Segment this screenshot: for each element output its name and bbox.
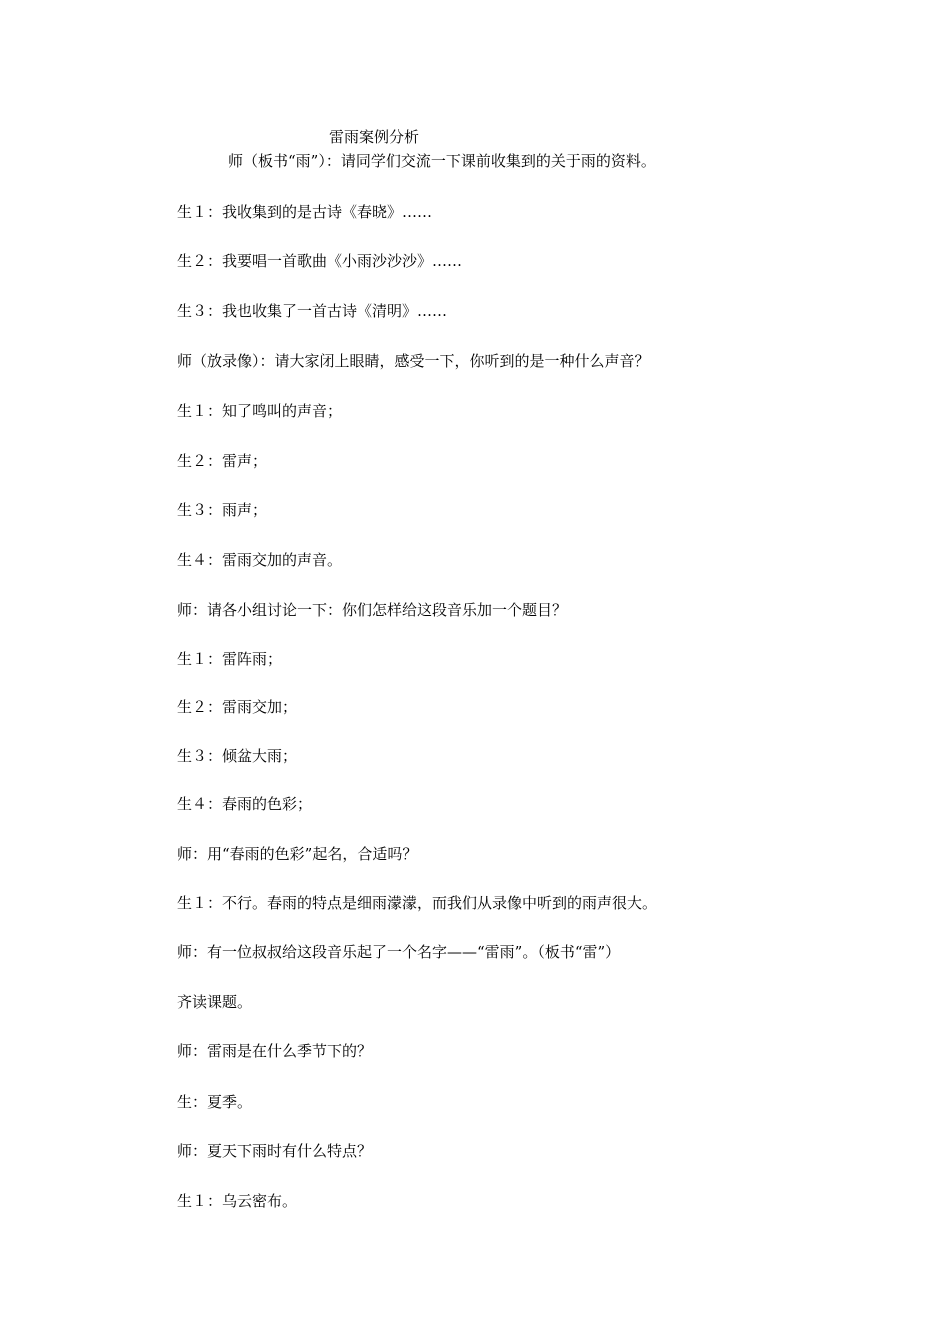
dialogue-line: 生２：我要唱一首歌曲《小雨沙沙沙》…… — [177, 252, 463, 270]
dialogue-line: 生３：倾盆大雨； — [177, 747, 298, 765]
dialogue-line: 生４：春雨的色彩； — [177, 795, 313, 813]
dialogue-line: 师：请各小组讨论一下：你们怎样给这段音乐加一个题目？ — [177, 601, 568, 619]
document-title: 雷雨案例分析 — [329, 128, 420, 146]
dialogue-line: 生：夏季。 — [177, 1093, 253, 1111]
dialogue-line: 齐读课题。 — [177, 993, 253, 1011]
dialogue-line: 生１：雷阵雨； — [177, 650, 283, 668]
dialogue-line: 生２：雷声； — [177, 452, 268, 470]
dialogue-line: 生１：知了鸣叫的声音； — [177, 402, 343, 420]
dialogue-line: 生４：雷雨交加的声音。 — [177, 551, 343, 569]
dialogue-line: 生３：雨声； — [177, 501, 268, 519]
dialogue-line: 生２：雷雨交加； — [177, 698, 298, 716]
dialogue-line: 师（放录像）：请大家闭上眼睛，感受一下，你听到的是一种什么声音？ — [177, 352, 650, 370]
dialogue-line: 生３：我也收集了一首古诗《清明》…… — [177, 302, 448, 320]
intro-paragraph: 师（板书“雨”）：请同学们交流一下课前收集到的关于雨的资料。 — [228, 152, 656, 170]
dialogue-line: 师：雷雨是在什么季节下的？ — [177, 1042, 373, 1060]
dialogue-line: 生１：我收集到的是古诗《春晓》…… — [177, 203, 433, 221]
dialogue-line: 生１：乌云密布。 — [177, 1192, 298, 1210]
dialogue-line: 师：夏天下雨时有什么特点？ — [177, 1142, 373, 1160]
dialogue-line: 生１：不行。春雨的特点是细雨濛濛，而我们从录像中听到的雨声很大。 — [177, 894, 658, 912]
dialogue-line: 师：用“春雨的色彩”起名，合适吗？ — [177, 845, 418, 863]
dialogue-line: 师：有一位叔叔给这段音乐起了一个名字——“雷雨”。（板书“雷”） — [177, 943, 621, 961]
